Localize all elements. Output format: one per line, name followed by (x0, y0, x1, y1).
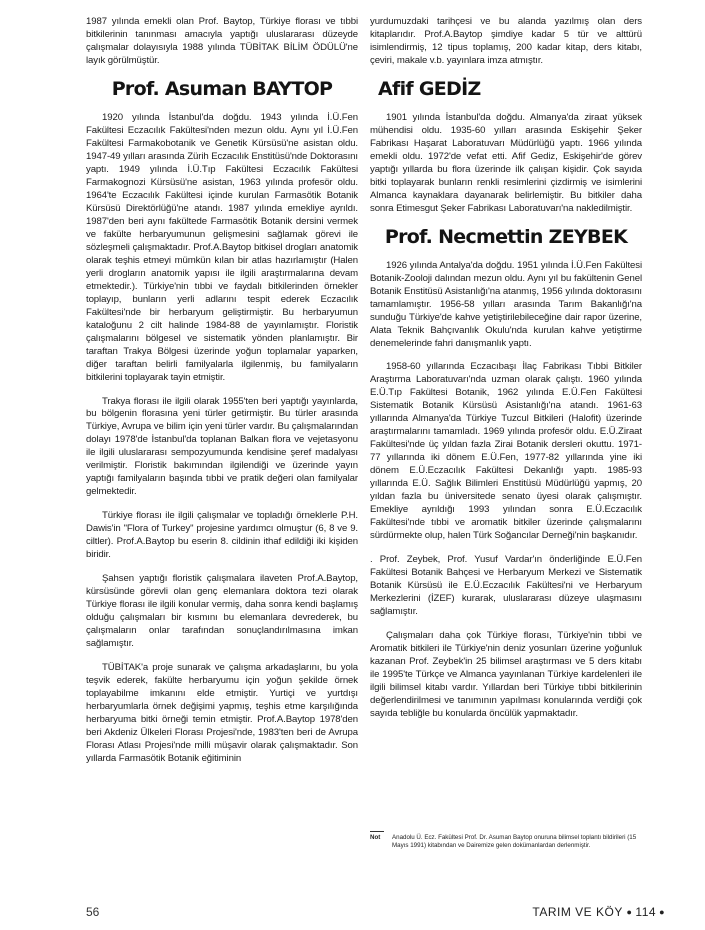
body-paragraph: TÜBİTAK'a proje sunarak ve çalışma arkadaşlarını, bu yola teşvik ederek, fakülte herbaryumu için yoğun şekilde örnek toplayabilme imkanını elde etmiştir. Yurtiçi ve yurtdışı herbaryumlarla örnek değişimi yapmış, teşhis etme karşılığında herbaryuma bitki örneği temin etmiştir. Prof.A.Baytop 1978'den beri Akdeniz Ülkeleri Florası Projesi'nde, 1983'ten beri de Avrupa Florası Atlası Projesi'nde milli müşavir olarak çalışmaktadır. Son yıllarda Farmasötik Botanik eğitiminin (86, 662, 358, 765)
body-paragraph: Şahsen yaptığı floristik çalışmalara ilaveten Prof.A.Baytop, kürsüsünde görevli olan genç elemanlara doktora tezi olarak Türkiye florası ile ilgili konular vermiş, daha sonra kendi başlamış olduğu çalışmaları bir kısmını bu elemanlara devrederek, bu çalışmaların onlar tarafından sonuçlandırılmasına imkan sağlamıştır. (86, 573, 358, 650)
intro-paragraph: 1987 yılında emekli olan Prof. Baytop, Türkiye florası ve tıbbi bitkilerinin tanınması amacıyla yaptığı uluslararası düzeyde çalışmalar dolayısıyla 1988 yılında TÜBİTAK BİLİM ÖDÜLÜ'ne layık görülmüştür. (86, 16, 358, 66)
magazine-name: TARIM VE KÖY (532, 905, 623, 919)
footnote-label: Not (370, 834, 381, 841)
bullet-dot-icon: ● (626, 907, 636, 917)
footnote-text: Anadolu Ü. Ecz. Fakültesi Prof. Dr. Asuman Baytop onuruna bilimsel toplantı bildirileri (15 Mayıs 1991) kitabından ve Dairemize gelen dokümanlardan derlenmiştir. (392, 834, 637, 850)
body-paragraph: . Prof. Zeybek, Prof. Yusuf Vardar'ın önderliğinde E.Ü.Fen Fakültesi Botanik Bahçesi ve Herbaryum Merkezi ve Sistematik Botanik Kürsüsü ile E.Ü.Eczacılık Fakültesi'ni ve Herbaryum Merkezlerini (İZEF) kurarak, uluslararası düzeye ulaşmasını sağlamıştır. (370, 554, 642, 618)
heading-afif-gediz: Afif GEDİZ (378, 77, 481, 100)
body-paragraph: Trakya florası ile ilgili olarak 1955'ten beri yaptığı yayınlarda, bu bölgenin florasına yeni türler getirmiştir. Bu türler arasında Türkiye, Avrupa ve bilim için yeni türler vardır. Bu çalışmalarından dolayı 1978'de İstanbul'da toplanan Balkan flora ve vejetasyonu ile ilgili uluslararası sempozyumunda kendisine şeref madalyası verilmiştir. Floristik bakımından ilgilendiği ve üzerinde yayın yaptığı familyaların başında tıbbi ve pratik değeri olan familyalar gelmektedir. (86, 395, 358, 498)
issue-number: 114 (635, 905, 657, 919)
right-column (370, 16, 642, 732)
body-paragraph: 1926 yılında Antalya'da doğdu. 1951 yılında İ.Ü.Fen Fakültesi Botanik-Zooloji dalından mezun oldu. Aynı yıl bu fakültenin Genel Botanik Enstitüsü Asistanlığı'na atanmış, 1956 yılında doktorasını tamamlamıştır. 1956-58 yılları arasında Tarım Bakanlığı'na sunduğu Türkiye'de kahve yetiştirilebileceğine dair rapor üzerine, Alata Teknik Bahçıvanlık Okulu'nda kurulan kahve yetiştirme denemelerinde fahri danışmanlık yaptı. (370, 259, 642, 349)
heading-asuman-baytop: Prof. Asuman BAYTOP (111, 77, 333, 100)
body-paragraph: 1958-60 yıllarında Eczacıbaşı İlaç Fabrikası Tıbbi Bitkiler Araştırma Laboratuvarı'nda uzman olarak çalıştı. 1960 yılında E.Ü.Tıp Fakültesi Botanik, 1962 yılında E.Ü.Fen Fakültesi Sistematik Botanik Kürsüsü Asistanlığı'na atandı. 1961-63 yıllarında Almanya'da Türkiye Tuzcul Bitkileri (Halofit) üzerinde araştırmalarını tamamladı. 1969 yılında profesör oldu. E.Ü.Ziraat Fakültesi'nde üç yıldan fazla Zirai Botanik dersleri okuttu. 1971-77 yıllarında iki dönem E.Ü.Fen, 1977-82 yıllarında yine iki dönem E.Ü.Eczacılık Fakültesi Dekanlığı yaptı. 1985-93 yıllarında E.Ü. Sağlık Bilimleri Enstitüsü Müdürlüğü yapmış, 20 yıldan fazla bu üniversitede senato üyesi olarak çalışmıştır. Emekliye ayrıldığı 1993 yılından sonra E.Ü.Eczacılık Fakültesi'nde tıbbi ve aromatik bitkiler üzerinde çalışmalarını sürdürmekte olup, halen Türk Soğancılar Derneği'nin başkanıdır. (370, 361, 642, 542)
body-paragraph: 1920 yılında İstanbul'da doğdu. 1943 yılında İ.Ü.Fen Fakültesi Eczacılık Fakültesi'nden mezun oldu. Aynı yıl İ.Ü.Fen Fakültesi Farmakobotanik ve Genetik Kürsüsü'ne asistan oldu. 1947-49 yılları arasında Zürih Eczacılık Enstitüsü'nde Doktorasını yaptı. 1949 yılında İ.Ü.Tıp Fakültesi Eczacılık Fakültesi Farmakognozi Kürsüsü'ne asistan, 1963 yılında profesör oldu. 1964'te Eczacılık Fakültesi içinde kurulan Farmasötik Botanik Kürsüsü Direktörlüğü'ne atandı. 1987 yılında emekliye ayrıldı. 1987'den beri aynı fakültede Farmasötik Botanik dersini vermek ve fakülte herbaryumunun gelişmesini sağlamak görevi ile sözleşmeli çalışmaktadır. Prof.A.Baytop bitkisel drogları anatomik olarak teşhis etmeyi mümkün kılan bir atlas hazırlamıştır (Halen yerli drogların anatomik yapısı ile ilgili araştırmalarına devam etmektedir.). Türkiye'nin tıbbi ve faydalı bitkilerinden örnekler toplayıp, bunların yerli adlarını tespit ederek Eczacılık Fakültesi'nde bir herbaryum geliştirmiştir. Bu herbaryumun kataloğunu 2 cilt halinde 1984-88 de yayınlamıştır. Floristik çalışmalarını bölgesel ve sistematik yönden planlamıştır. Bir taraftan Trakya Bölgesi üzerinde yoğun toplamalar yaparken, diğer taraftan belirli familyalarla ilgilenmiş, bu familyaların bitkilerini toplayarak tayin etmiştir. (86, 111, 358, 383)
body-paragraph: Türkiye florası ile ilgili çalışmalar ve topladığı örneklerle P.H. Dawis'in "Flora of Turkey" projesine yardımcı olmuştur (6, 8 ve 9. ciltler). Prof.A.Baytop bu eserin 8. cildinin ithaf edildiği iki kişiden biridir. (86, 510, 358, 561)
bullet-dot-icon: ● (656, 907, 665, 917)
continued-paragraph: yurdumuzdaki tarihçesi ve bu alanda yazılmış olan ders kitaplarıdır. Prof.A.Baytop şimdiye kadar 5 tür ve alttürü isimlendirmiş, 12 tipus toplamış, 200 kadar kitap, ders kitabı, çeviri, makale v.b. yayınlara imza atmıştır. (370, 16, 642, 66)
left-column (86, 16, 358, 777)
body-paragraph: 1901 yılında İstanbul'da doğdu. Almanya'da ziraat yüksek mühendisi oldu. 1935-60 yılları arasında Eskişehir Şeker Fabrikası Haşarat Laboratuvarı Müdürlüğü yaptı. 1966 yılında emekli oldu. 1972'de vefat etti. Afif Gediz, Eskişehir'de görev yaptığı yıllarda bu flora üzerinde ilk çalışan kişidir. Çok sayıda bitki toplayarak bunların renkli resimlerini çizdirmiş ve isimlerini Almanca kaynaklara dayanarak belirlemiştir. Bu bitkiler daha sonra Etimesgut Şeker Fabrikası Laboratuvarı'na nakledilmiştir. (370, 111, 642, 214)
running-footer (532, 905, 665, 919)
footnote-divider (370, 831, 384, 832)
page-number-left: 56 (86, 905, 100, 919)
heading-necmettin-zeybek: Prof. Necmettin ZEYBEK (384, 225, 628, 248)
body-paragraph: Çalışmaları daha çok Türkiye florası, Türkiye'nin tıbbi ve Aromatik bitkileri ile Türkiye'nin deniz yosunları üzerine yoğunluk kazanan Prof. Zeybek'in 25 bilimsel araştırması ve 5 ders kitabı ile 1995'te Türkçe ve Almanca yayınlanan Türkiye kardelenleri ile ilgili bilimsel kitabı vardır. Yıllardan beri Türkiye tıbbi bitkilerinin değerlendirilmesi ve tanımının yapılması konularında verdiği çok sayıda tebliğle bu konularda öncülük yapmaktadır. (370, 630, 642, 720)
footnote (370, 834, 642, 851)
